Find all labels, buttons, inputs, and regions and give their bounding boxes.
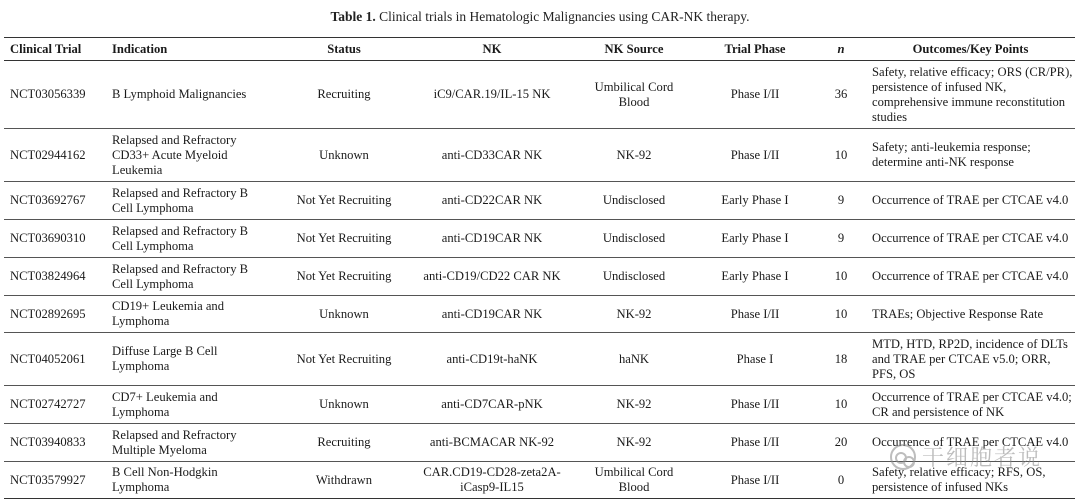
- header-nk: NK: [410, 38, 574, 61]
- cell-nk: iC9/CAR.19/IL-15 NK: [410, 61, 574, 129]
- cell-clinical-trial: NCT04052061: [4, 333, 106, 386]
- cell-trial-phase: Phase I/II: [694, 129, 816, 182]
- cell-n: 10: [816, 258, 866, 296]
- cell-n: 36: [816, 61, 866, 129]
- cell-trial-phase: Early Phase I: [694, 258, 816, 296]
- cell-status: Recruiting: [278, 424, 410, 462]
- header-status: Status: [278, 38, 410, 61]
- cell-nk-source: NK-92: [574, 129, 694, 182]
- cell-nk-source: NK-92: [574, 296, 694, 333]
- cell-trial-phase: Phase I/II: [694, 386, 816, 424]
- cell-indication: CD7+ Leukemia and Lymphoma: [106, 386, 278, 424]
- cell-nk-source: Undisclosed: [574, 182, 694, 220]
- cell-nk-source: NK-92: [574, 424, 694, 462]
- table-row: [4, 424, 1075, 462]
- cell-nk-source: haNK: [574, 333, 694, 386]
- cell-nk-source: Umbilical Cord Blood: [574, 462, 694, 499]
- cell-clinical-trial: NCT03824964: [4, 258, 106, 296]
- cell-indication: Relapsed and Refractory B Cell Lymphoma: [106, 220, 278, 258]
- cell-clinical-trial: NCT03690310: [4, 220, 106, 258]
- cell-nk: anti-BCMACAR NK-92: [410, 424, 574, 462]
- cell-clinical-trial: NCT03056339: [4, 61, 106, 129]
- table-row: [4, 386, 1075, 424]
- cell-status: Unknown: [278, 129, 410, 182]
- cell-trial-phase: Phase I: [694, 333, 816, 386]
- table-row: [4, 129, 1075, 182]
- table-row: [4, 220, 1075, 258]
- cell-status: Not Yet Recruiting: [278, 258, 410, 296]
- cell-trial-phase: Phase I/II: [694, 296, 816, 333]
- header-clinical-trial: Clinical Trial: [4, 38, 106, 61]
- cell-nk-source: Undisclosed: [574, 220, 694, 258]
- cell-n: 10: [816, 386, 866, 424]
- cell-indication: B Lymphoid Malignancies: [106, 61, 278, 129]
- cell-nk: anti-CD22CAR NK: [410, 182, 574, 220]
- cell-outcomes: TRAEs; Objective Response Rate: [866, 296, 1075, 333]
- cell-clinical-trial: NCT03940833: [4, 424, 106, 462]
- caption-label: Table 1.: [330, 9, 376, 24]
- cell-nk: anti-CD19CAR NK: [410, 220, 574, 258]
- cell-n: 10: [816, 129, 866, 182]
- cell-status: Unknown: [278, 296, 410, 333]
- table-caption: [0, 9, 1080, 25]
- cell-n: 0: [816, 462, 866, 499]
- cell-clinical-trial: NCT02742727: [4, 386, 106, 424]
- caption-text: Clinical trials in Hematologic Malignancies using CAR-NK therapy.: [379, 9, 750, 24]
- cell-nk: anti-CD19CAR NK: [410, 296, 574, 333]
- watermark-text: 干细胞者说: [921, 446, 1042, 471]
- cell-status: Unknown: [278, 386, 410, 424]
- cell-outcomes: Safety, relative efficacy; RFS, OS, persistence of infused NKs: [866, 462, 1075, 499]
- cell-trial-phase: Phase I/II: [694, 462, 816, 499]
- cell-outcomes: MTD, HTD, RP2D, incidence of DLTs and TRAE per CTCAE v5.0; ORR, PFS, OS: [866, 333, 1075, 386]
- table-row: [4, 258, 1075, 296]
- cell-outcomes: Occurrence of TRAE per CTCAE v4.0: [866, 182, 1075, 220]
- header-indication: Indication: [106, 38, 278, 61]
- cell-indication: CD19+ Leukemia and Lymphoma: [106, 296, 278, 333]
- cell-nk: anti-CD7CAR-pNK: [410, 386, 574, 424]
- cell-indication: B Cell Non-Hodgkin Lymphoma: [106, 462, 278, 499]
- cell-status: Recruiting: [278, 61, 410, 129]
- cell-nk-source: Undisclosed: [574, 258, 694, 296]
- cell-outcomes: Occurrence of TRAE per CTCAE v4.0: [866, 424, 1075, 462]
- cell-status: Withdrawn: [278, 462, 410, 499]
- table-row: [4, 333, 1075, 386]
- cell-trial-phase: Phase I/II: [694, 61, 816, 129]
- cell-clinical-trial: NCT03579927: [4, 462, 106, 499]
- cell-status: Not Yet Recruiting: [278, 182, 410, 220]
- cell-outcomes: Safety, relative efficacy; ORS (CR/PR), persistence of infused NK, comprehensive immune reconstitution studies: [866, 61, 1075, 129]
- cell-clinical-trial: NCT02944162: [4, 129, 106, 182]
- cell-trial-phase: Phase I/II: [694, 424, 816, 462]
- table-row: [4, 61, 1075, 129]
- header-trial-phase: Trial Phase: [694, 38, 816, 61]
- cell-outcomes: Occurrence of TRAE per CTCAE v4.0: [866, 258, 1075, 296]
- cell-trial-phase: Early Phase I: [694, 182, 816, 220]
- cell-clinical-trial: NCT03692767: [4, 182, 106, 220]
- clinical-trials-table: [4, 37, 1075, 499]
- table-row: [4, 296, 1075, 333]
- table-row: [4, 462, 1075, 499]
- cell-outcomes: Safety; anti-leukemia response; determine anti-NK response: [866, 129, 1075, 182]
- cell-nk: anti-CD33CAR NK: [410, 129, 574, 182]
- cell-outcomes: Occurrence of TRAE per CTCAE v4.0; CR and persistence of NK: [866, 386, 1075, 424]
- header-n: n: [816, 38, 866, 61]
- cell-nk: anti-CD19t-haNK: [410, 333, 574, 386]
- cell-nk: CAR.CD19-CD28-zeta2A-iCasp9-IL15: [410, 462, 574, 499]
- cell-indication: Relapsed and Refractory Multiple Myeloma: [106, 424, 278, 462]
- cell-indication: Relapsed and Refractory CD33+ Acute Myeloid Leukemia: [106, 129, 278, 182]
- cell-nk: anti-CD19/CD22 CAR NK: [410, 258, 574, 296]
- cell-n: 9: [816, 220, 866, 258]
- cell-outcomes: Occurrence of TRAE per CTCAE v4.0: [866, 220, 1075, 258]
- cell-n: 10: [816, 296, 866, 333]
- cell-indication: Relapsed and Refractory B Cell Lymphoma: [106, 258, 278, 296]
- table-header-row: [4, 38, 1075, 61]
- header-nk-source: NK Source: [574, 38, 694, 61]
- cell-indication: Diffuse Large B Cell Lymphoma: [106, 333, 278, 386]
- cell-n: 20: [816, 424, 866, 462]
- cell-status: Not Yet Recruiting: [278, 220, 410, 258]
- cell-nk-source: Umbilical Cord Blood: [574, 61, 694, 129]
- table-row: [4, 182, 1075, 220]
- cell-indication: Relapsed and Refractory B Cell Lymphoma: [106, 182, 278, 220]
- header-outcomes: Outcomes/Key Points: [866, 38, 1075, 61]
- cell-nk-source: NK-92: [574, 386, 694, 424]
- cell-clinical-trial: NCT02892695: [4, 296, 106, 333]
- cell-n: 18: [816, 333, 866, 386]
- cell-status: Not Yet Recruiting: [278, 333, 410, 386]
- cell-n: 9: [816, 182, 866, 220]
- cell-trial-phase: Early Phase I: [694, 220, 816, 258]
